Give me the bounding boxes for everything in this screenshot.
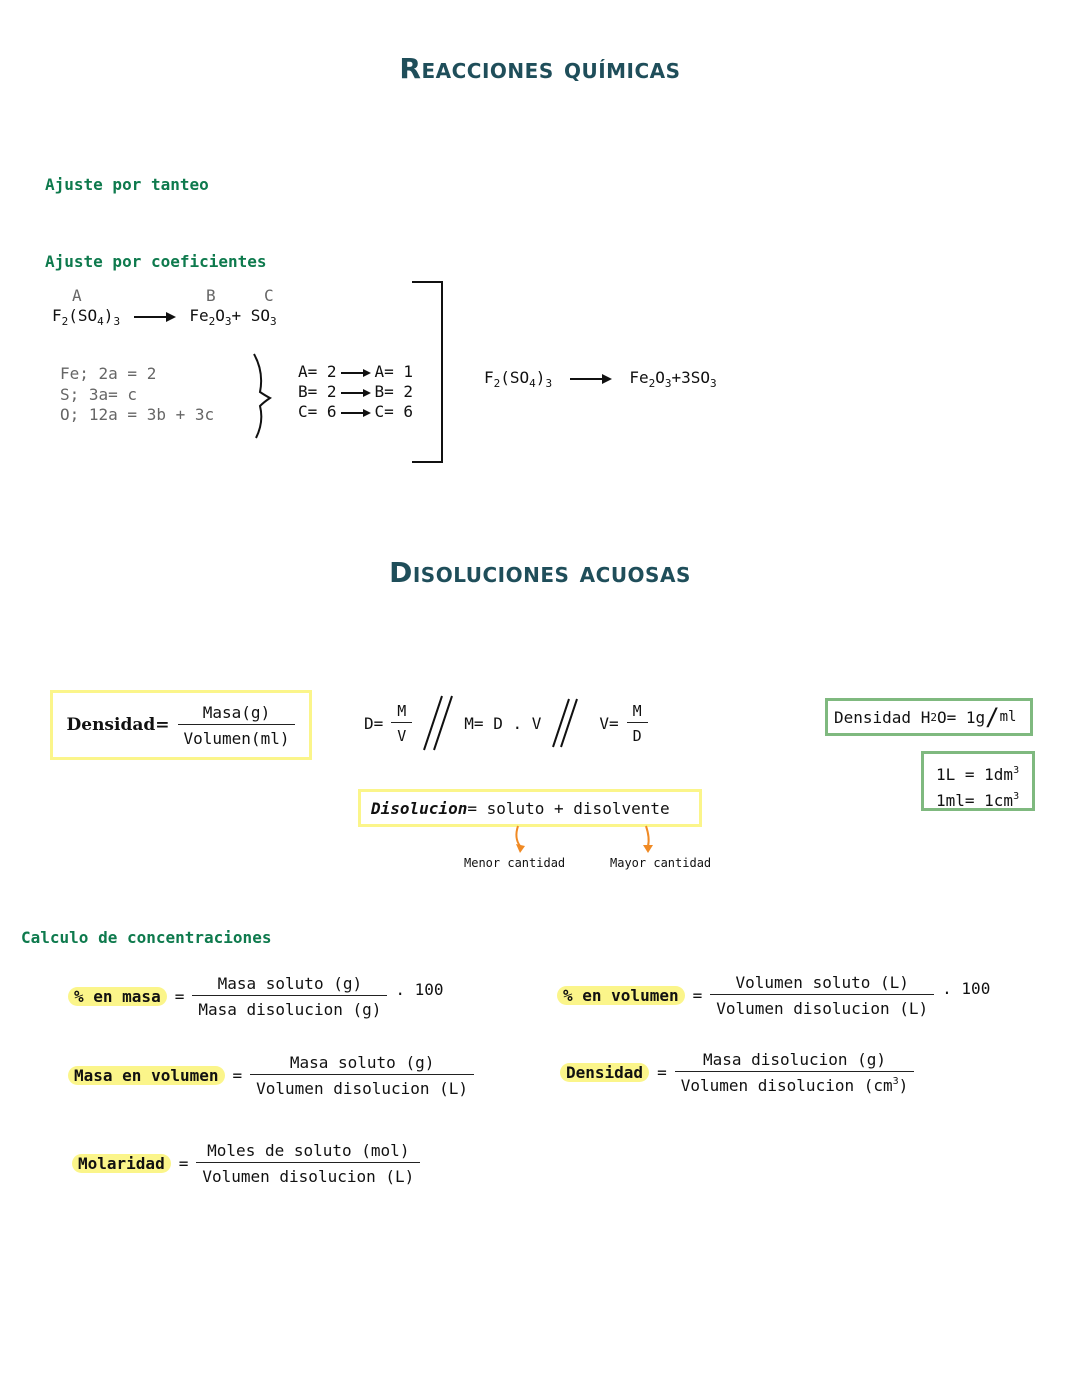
section-ajuste-tanteo: Ajuste por tanteo	[45, 175, 209, 194]
arrow-icon	[341, 408, 371, 418]
label-b: B	[206, 286, 216, 305]
system-s: S; 3a= c	[60, 385, 138, 404]
formula-densidad: Densidad = $\frac{\text{Masa disolucion (g)}}{Volumen disolucion (cm^3)}$	[560, 1050, 914, 1095]
mayor-cantidad: Mayor cantidad	[610, 856, 712, 870]
formula-molaridad: Molaridad = $\frac{\text{Moles de soluto (mol)}}{\text{Volumen disolucion (L)}}$	[72, 1141, 420, 1186]
equivalences-box: $1L = 1dm^3$ $1ml= 1cm^3$	[921, 751, 1035, 811]
dmv-formulas: D= $\frac{M}{V}$ M= D . V V= $\frac{M}{D}$	[364, 694, 648, 752]
square-bracket-icon	[408, 280, 448, 466]
title-reacciones: Reacciones químicas	[399, 52, 681, 85]
densidad-agua-box: Densidad H 2 O= 1g / ml	[825, 698, 1033, 736]
section-calculo-concentraciones: Calculo de concentraciones	[21, 928, 272, 947]
arrow-icon	[341, 388, 371, 398]
coef-table: A= 2 A= 1 B= 2 B= 2 C= 6 C= 6	[298, 362, 414, 421]
disolucion-box: Disolucion = soluto + disolvente	[358, 789, 702, 827]
densidad-box: Densidad= $\frac{\text{Masa(g)}}{\text{Volumen(ml)}}$	[50, 690, 312, 760]
balanced-equation: $F_2(SO_4)_3$ $Fe_2O_3+3SO_3$	[484, 368, 717, 390]
formula-porcentaje-masa: % en masa = $\frac{\text{Masa soluto (g)}}{\text{Masa disolucion (g)}}$ . 100	[68, 974, 444, 1019]
arrow-down-icon	[512, 824, 528, 854]
double-slash-icon	[549, 697, 579, 749]
formula-masa-en-volumen: Masa en volumen = $\frac{\text{Masa soluto (g)}}{\text{Volumen disolucion (L)}}$	[68, 1053, 474, 1098]
reaction-equation: $F_2(SO_4)_3$ $Fe_2O_3+ SO_3$	[52, 306, 277, 328]
system-fe: Fe; 2a = 2	[60, 364, 157, 383]
section-ajuste-coeficientes: Ajuste por coeficientes	[45, 252, 267, 271]
arrow-down-icon	[640, 824, 656, 854]
reaction-arrow-icon	[570, 373, 612, 385]
menor-cantidad: Menor cantidad	[464, 856, 566, 870]
formula-porcentaje-volumen: % en volumen = $\frac{\text{Volumen soluto (L)}}{\text{Volumen disolucion (L)}}$ . 100	[557, 973, 990, 1018]
title-disoluciones: Disoluciones acuosas	[389, 556, 691, 589]
arrow-icon	[341, 368, 371, 378]
reaction-arrow-icon	[134, 311, 176, 323]
system-o: O; 12a = 3b + 3c	[60, 405, 215, 424]
double-slash-icon	[420, 694, 456, 752]
label-c: C	[264, 286, 274, 305]
curly-brace-icon	[250, 352, 272, 440]
label-a: A	[72, 286, 82, 305]
